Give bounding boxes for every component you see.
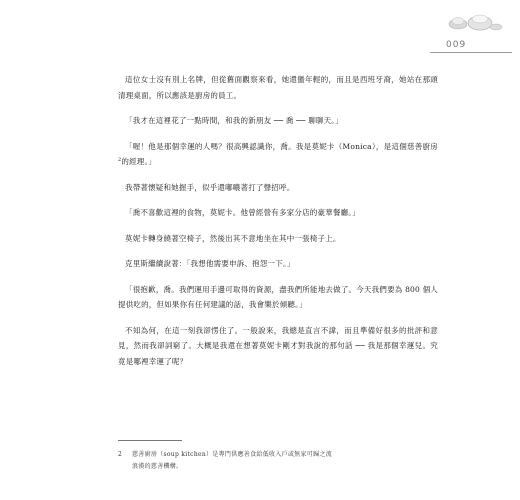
paragraph: 這位女士沒有別上名牌，但從舊面觀察來看，她還蠻年輕的，而且是西班牙裔，她站在那頭清理桌面，所以應該是廚房的員工。	[118, 75, 438, 100]
paragraph: 「我才在這裡花了一點時間，和我的新朋友 ── 喬 ── 聊聊天。」	[125, 116, 343, 125]
footnote-text: 浪漢的慈善機構。	[132, 463, 183, 470]
footnote-reference[interactable]: 2	[118, 157, 122, 163]
footnote-divider	[118, 440, 182, 441]
footnote-text: 慈善廚房（soup kitchen）是專門供應善食給低收入戶或無家可歸之流	[132, 451, 333, 458]
paragraph: 不知為何，在這一刻我卻愣住了。一般說來，我總是直言不諱，而且準備好很多的批評和意見，然而我卻詞窮了。大概是我還在想著莫妮卡剛才對我說的那句話 ── 我是那個幸運兒。究竟是哪裡幸運了呢？	[118, 325, 438, 366]
paragraph: 「很抱歉，喬。我們運用手邊可取得的資源，盡我們所能地去做了。今天我們要為 800 個人提供吃的，但如果你有任何建議的話，我會樂於傾聽。」	[118, 284, 438, 309]
paragraph: 莫妮卡轉身繞著空椅子，然後出其不意地坐在其中一張椅子上。	[125, 233, 341, 243]
footnote	[118, 449, 438, 473]
paragraph: 「喬不喜歡這裡的食物，莫妮卡。他曾經營有多家分店的豪華餐廳。」	[125, 208, 360, 217]
paragraph: 我帶著懷疑和她握手，似乎還嘟噥著打了聲招呼。	[125, 182, 295, 192]
paragraph-text: 「喔！他是那個幸運的人嗎？很高興認識你，喬。我是莫妮卡（Monica），是這個慈善廚房	[125, 141, 438, 151]
footnote-number: 2	[118, 451, 123, 458]
page-number: 009	[446, 40, 467, 50]
body-text	[118, 72, 438, 379]
paragraph-text: 的經理。」	[121, 157, 157, 166]
paragraph: 克里斯繼續說著：「我想他需要申訴、抱怨一下。」	[125, 259, 295, 268]
header-divider	[430, 52, 512, 53]
paragraph	[118, 139, 438, 170]
dishes-illustration-icon	[436, 10, 506, 32]
